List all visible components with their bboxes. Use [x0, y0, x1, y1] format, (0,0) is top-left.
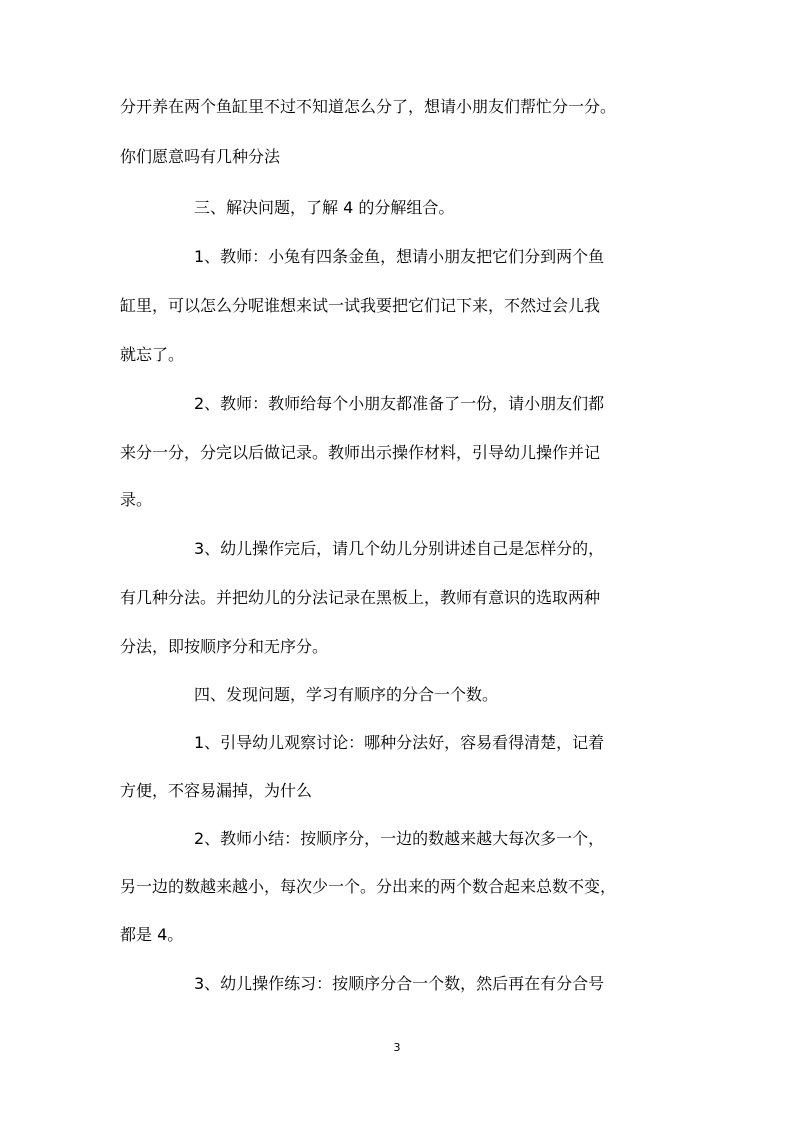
text-line: 就忘了。: [120, 345, 185, 364]
section-heading: 三、解决问题，了解 4 的分解组合。: [194, 198, 455, 217]
text-line: 来分一分，分完以后做记录。教师出示操作材料，引导幼儿操作并记: [120, 443, 601, 462]
text-line: 都是 4。: [120, 925, 184, 944]
text-line: 1、引导幼儿观察讨论：哪种分法好，容易看得清楚，记着: [194, 733, 605, 752]
text-line: 分开养在两个鱼缸里不过不知道怎么分了，想请小朋友们帮忙分一分。: [120, 97, 617, 116]
text-line: 你们愿意吗有几种分法: [120, 147, 281, 166]
text-line: 2、教师小结：按顺序分，一边的数越来越大每次多一个，: [194, 829, 605, 848]
text-line: 另一边的数越来越小，每次少一个。分出来的两个数合起来总数不变，: [120, 877, 617, 896]
text-line: 缸里，可以怎么分呢谁想来试一试我要把它们记下来，不然过会儿我: [120, 296, 601, 315]
text-line: 有几种分法。并把幼儿的分法记录在黑板上，教师有意识的选取两种: [120, 588, 601, 607]
text-line: 1、教师：小兔有四条金鱼，想请小朋友把它们分到两个鱼: [194, 247, 605, 266]
section-heading: 四、发现问题，学习有顺序的分合一个数。: [194, 685, 499, 704]
text-line: 分法，即按顺序分和无序分。: [120, 637, 329, 656]
text-line: 录。: [120, 490, 153, 509]
text-line: 3、幼儿操作练习：按顺序分合一个数，然后再在有分合号: [194, 974, 605, 993]
text-line: 3、幼儿操作完后，请几个幼儿分别讲述自己是怎样分的，: [194, 539, 605, 558]
text-line: 2、教师：教师给每个小朋友都准备了一份，请小朋友们都: [194, 394, 605, 413]
page-number: 3: [393, 1041, 401, 1054]
text-line: 方便，不容易漏掉，为什么: [120, 781, 313, 800]
